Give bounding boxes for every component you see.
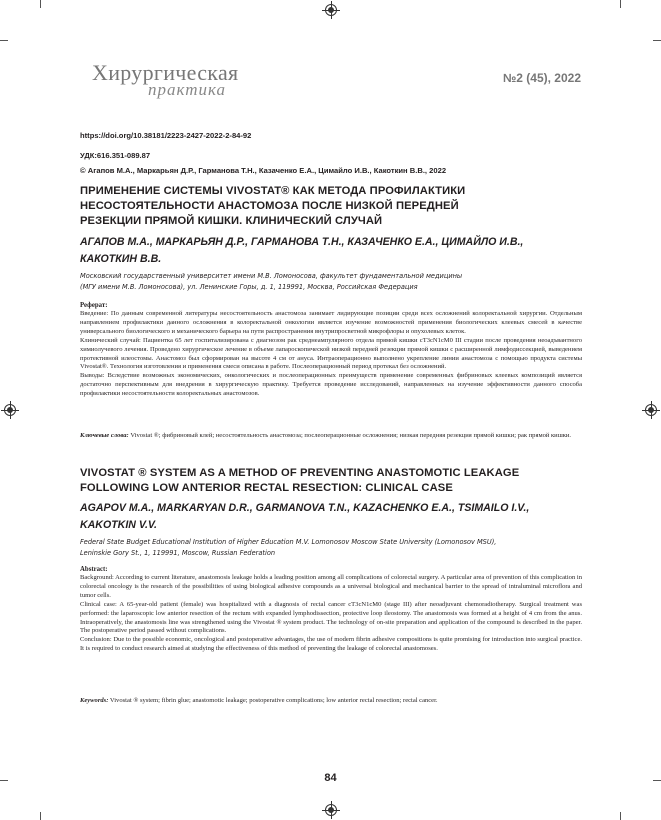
crop-mark-bottom-left [40, 812, 41, 820]
en-abstract-label: Abstract: [80, 566, 108, 573]
registration-mark-bottom-icon [325, 804, 337, 816]
ru-keywords [80, 432, 582, 441]
ru-authors-line: КАКОТКИН В.В. [80, 253, 162, 265]
issue-number: №2 (45), 2022 [502, 71, 581, 85]
ru-keywords-text: Vivostat ®; фибриновый клей; несостоятельность анастомоза; послеоперационные осложнения; низкая передняя резекция прямой кишки; рак прямой кишки. [130, 432, 572, 439]
registration-mark-top-icon [325, 4, 337, 16]
ru-article-title [80, 184, 580, 229]
crop-mark-top-right-h [653, 40, 661, 41]
journal-logo-title: Хирургическая [92, 60, 239, 85]
ru-abstract-paragraph: Выводы: Вследствие возможных экономических, онкологических и послеоперационных преимуществ применение современных фибриновых клеевых композиций является достаточно перспективным для внедрения в хирургическую практику. Требуется проведение исследований, направленных на изучение эффективности данного способа профилактики несостоятельности колоректальных анастомозов. [80, 372, 582, 398]
en-title-line: FOLLOWING LOW ANTERIOR RECTAL RESECTION: CLINICAL CASE [80, 482, 453, 494]
en-title-line: VIVOSTAT ® SYSTEM AS A METHOD OF PREVENTING ANASTOMOTIC LEAKAGE [80, 467, 520, 479]
en-abstract [80, 574, 582, 654]
registration-mark-left-icon [4, 404, 16, 416]
crop-mark-top-left [40, 0, 41, 8]
ru-title-line: ПРИМЕНЕНИЕ СИСТЕМЫ VIVOSTAT® КАК МЕТОДА ПРОФИЛАКТИКИ [80, 185, 466, 197]
en-keywords [80, 697, 582, 706]
ru-title-line: РЕЗЕКЦИИ ПРЯМОЙ КИШКИ. КЛИНИЧЕСКИЙ СЛУЧАЙ [80, 215, 383, 227]
en-affiliation-line: Federal State Budget Educational Institution of Higher Education M.V. Lomonosov Moscow State University (Lomonosov MSU), [80, 538, 497, 546]
en-authors [80, 500, 580, 534]
en-article-title [80, 466, 580, 496]
en-authors-line: KAKOTKIN V.V. [80, 519, 157, 531]
ru-abstract-paragraph: Введение: По данным современной литературы несостоятельность анастомоза занимает лидирующие позиции среди всех осложнений колоректальной хирургии. Отдельным направлением профилактики данного осложнения в колоректальной онкологии является изучение возможностей применения биологических клеевых смесей в качестве универсального биологического и механического барьера на пути распространения внутрипросветной микрофлоры и опухолевых клеток. [80, 310, 582, 335]
en-keywords-text: Vivostat ® system; fibrin glue; anastomotic leakage; postoperative complications; low anterior rectal resection; rectal cancer. [109, 697, 438, 704]
en-abstract-paragraph: Background: According to current literature, anastomosis leakage holds a leading position among all complications of colorectal surgery. A particular area of prevention of this complication in colorectal oncology is the research of the possibilities of using biological adhesive compounds as a universal biological and mechanical barrier to the spread of intraluminal microflora and tumor cells. [80, 574, 582, 599]
crop-mark-bottom-right [620, 812, 621, 820]
ru-affiliation [80, 271, 585, 293]
ru-keywords-label: Ключевые слова: [80, 432, 129, 439]
en-affiliation-line: Leninskie Gory St., 1, 119991, Moscow, Russian Federation [80, 549, 276, 557]
copyright-line: © Агапов М.А., Маркарьян Д.Р., Гарманова Т.Н., Казаченко Е.А., Цимайло И.В., Какоткин В.В., 2022 [80, 166, 447, 175]
ru-abstract-paragraph: Клинический случай: Пациентка 65 лет госпитализирована с диагнозом рак среднеампулярного отдела прямой кишки сТ3сN1сM0 III стадии после проведения неоадъвантного химиолучевого лечения. Проведено хирургическое лечение в объеме лапароскопической низкой передней резекции прямой кишки с расширенной лимфодиссекцией, выведением протективной илеостомы. Анастомоз был сформирован на высоте 4 см от ануса. Интраоперационно выполнено укрепление линии анастомоза с помощью продукта системы Vivostat®. Технология изготовления и применения смеси описана в работе. Послеоперационный период протекал без осложнений. [80, 336, 582, 371]
en-affiliation [80, 537, 585, 559]
udc-code: УДК:616.351-089.87 [80, 151, 151, 160]
ru-abstract-label: Реферат: [80, 302, 108, 309]
crop-mark-top-right [620, 0, 621, 8]
crop-mark-top-left-h [0, 40, 8, 41]
journal-logo-subtitle: практика [148, 80, 227, 99]
en-authors-line: AGAPOV M.A., MARKARYAN D.R., GARMANOVA T.N., KAZACHENKO E.A., TSIMAILO I.V., [80, 502, 530, 514]
ru-affiliation-line: (МГУ имени М.В. Ломоносова), ул. Ленинские Горы, д. 1, 119991, Москва, Российская Федерация [80, 283, 418, 291]
ru-authors [80, 234, 580, 268]
en-keywords-label: Keywords: [80, 697, 109, 704]
ru-abstract [80, 310, 582, 399]
ru-title-line: НЕСОСТОЯТЕЛЬНОСТИ АНАСТОМОЗА ПОСЛЕ НИЗКОЙ ПЕРЕДНЕЙ [80, 200, 459, 212]
en-abstract-paragraph: Conclusion: Due to the possible economic, oncological and postoperative advantages, the use of modern fibrin adhesive compositions is quite promising for introduction into surgical practice. It is required to conduct research aimed at studying the effectiveness of this method of preventing the leakage of colorectal anastomoses. [80, 636, 582, 653]
doi-link[interactable]: https://doi.org/10.38181/2223-2427-2022-2-84-92 [80, 131, 252, 140]
registration-mark-right-icon [645, 404, 657, 416]
page-number: 84 [324, 772, 337, 784]
ru-authors-line: АГАПОВ М.А., МАРКАРЬЯН Д.Р., ГАРМАНОВА Т.Н., КАЗАЧЕНКО Е.А., ЦИМАЙЛО И.В., [80, 236, 524, 248]
en-abstract-paragraph: Clinical case: A 65-year-old patient (female) was hospitalized with a diagnosis of rectal cancer cT3cN1cM0 (stage III) after neoadjuvant chemoradiotherapy. Surgical treatment was performed: the laparoscopic low anterior resection of the rectum with expanded lymphodissection, protective loop ileostomy. The anastomosis was formed at a height of 4 cm from the anus. Intraoperatively, the anastomosis line was strengthened using the Vivostat ® system product. The technology of on-site preparation and application of the compound is described in the paper. The postoperative period passed without complications. [80, 600, 582, 635]
ru-affiliation-line: Московский государственный университет имени М.В. Ломоносова, факультет фундаментальной медицины [80, 272, 463, 280]
